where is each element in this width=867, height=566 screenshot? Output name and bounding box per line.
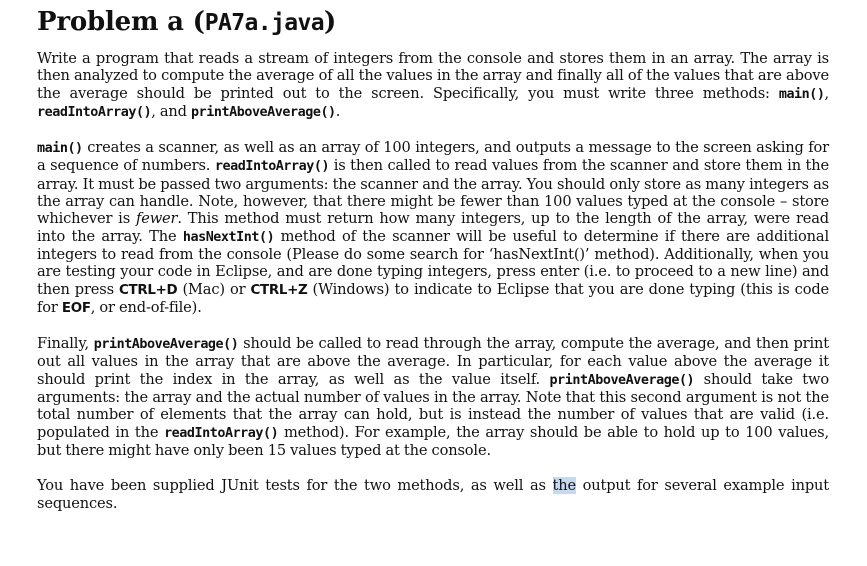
code-print-above-average: printAboveAverage() <box>93 337 239 353</box>
intro-text-2: , <box>824 84 829 102</box>
main-text-2: is then called to read values from the scanner and store them in the array. It must be passed two arguments: the scanner and the array. You should only store as many integers as the array can handle. Note, however, that there might be fewer than 100 values typed at the console – store whichever is <box>37 157 829 228</box>
main-method-paragraph <box>37 139 829 317</box>
intro-paragraph <box>37 50 829 121</box>
selected-text[interactable]: the <box>552 477 576 495</box>
key-ctrl-z: CTRL+Z <box>250 282 308 298</box>
main-text-7: , or end-of-file). <box>90 298 202 316</box>
print-text-4: method). For example, the array should be able to hold up to 100 values, but there might have only been 15 values typed at the console. <box>37 423 829 459</box>
intro-text-3: , and <box>151 102 192 120</box>
emphasis-fewer: fewer <box>135 210 178 228</box>
junit-text-2: output for several example input sequences. <box>37 477 829 512</box>
code-has-next-int: hasNextInt() <box>182 229 275 245</box>
code-read-into-array: readIntoArray() <box>164 425 279 441</box>
problem-title <box>37 6 829 39</box>
code-main: main() <box>37 141 83 157</box>
junit-paragraph <box>37 477 829 512</box>
title-suffix: ) <box>324 7 337 37</box>
document-page <box>37 6 829 530</box>
junit-text-1: You have been supplied JUnit tests for the two methods, as well as <box>37 477 553 495</box>
main-text-6: (Windows) to indicate to Eclipse that you are done typing (this is code for <box>37 280 830 316</box>
title-prefix: Problem a ( <box>37 7 205 37</box>
code-read-into-array: readIntoArray() <box>37 104 152 120</box>
print-text-1: Finally, <box>37 335 94 353</box>
key-ctrl-d: CTRL+D <box>119 282 178 298</box>
code-read-into-array: readIntoArray() <box>214 159 330 175</box>
main-text-1: creates a scanner, as well as an array of 100 integers, and outputs a message to the screen asking for a sequence of numbers. <box>37 139 829 175</box>
intro-text-1: Write a program that reads a stream of integers from the console and stores them in an array. The array is then analyzed to compute the average of all the values in the array and finally all of the values that are above the average should be printed out to the screen. Specifically, you must write three methods: <box>37 50 829 102</box>
key-eof: EOF <box>61 300 91 316</box>
main-text-4: method of the scanner will be useful to determine if there are additional integers to read from the console (Please do some search for ‘hasNextInt()’ method). Additionally, when you are testing your code in Eclipse, and are done typing integers, press enter (i.e. to proceed to a new line) and then press <box>37 227 830 298</box>
main-text-3: . This method must return how many integers, up to the length of the array, were read into the array. The <box>37 210 829 245</box>
print-above-average-paragraph <box>37 335 829 459</box>
code-print-above-average: printAboveAverage() <box>549 372 695 388</box>
print-text-3: should take two arguments: the array and the actual number of values in the array. Note that this second argument is not the total number of elements that the array can hold, but is instead the number of values that are valid (i.e. populated in the <box>37 370 830 441</box>
code-main: main() <box>778 86 825 102</box>
main-text-5: (Mac) or <box>177 280 251 298</box>
intro-text-4: . <box>335 102 341 120</box>
print-text-2: should be called to read through the array, compute the average, and then print out all values in the array that are above the average. In particular, for each value above the average it should print the index in the array, as well as the value itself. <box>37 335 829 388</box>
title-filename: PA7a.java <box>204 10 324 36</box>
code-print-above-average: printAboveAverage() <box>191 104 336 120</box>
